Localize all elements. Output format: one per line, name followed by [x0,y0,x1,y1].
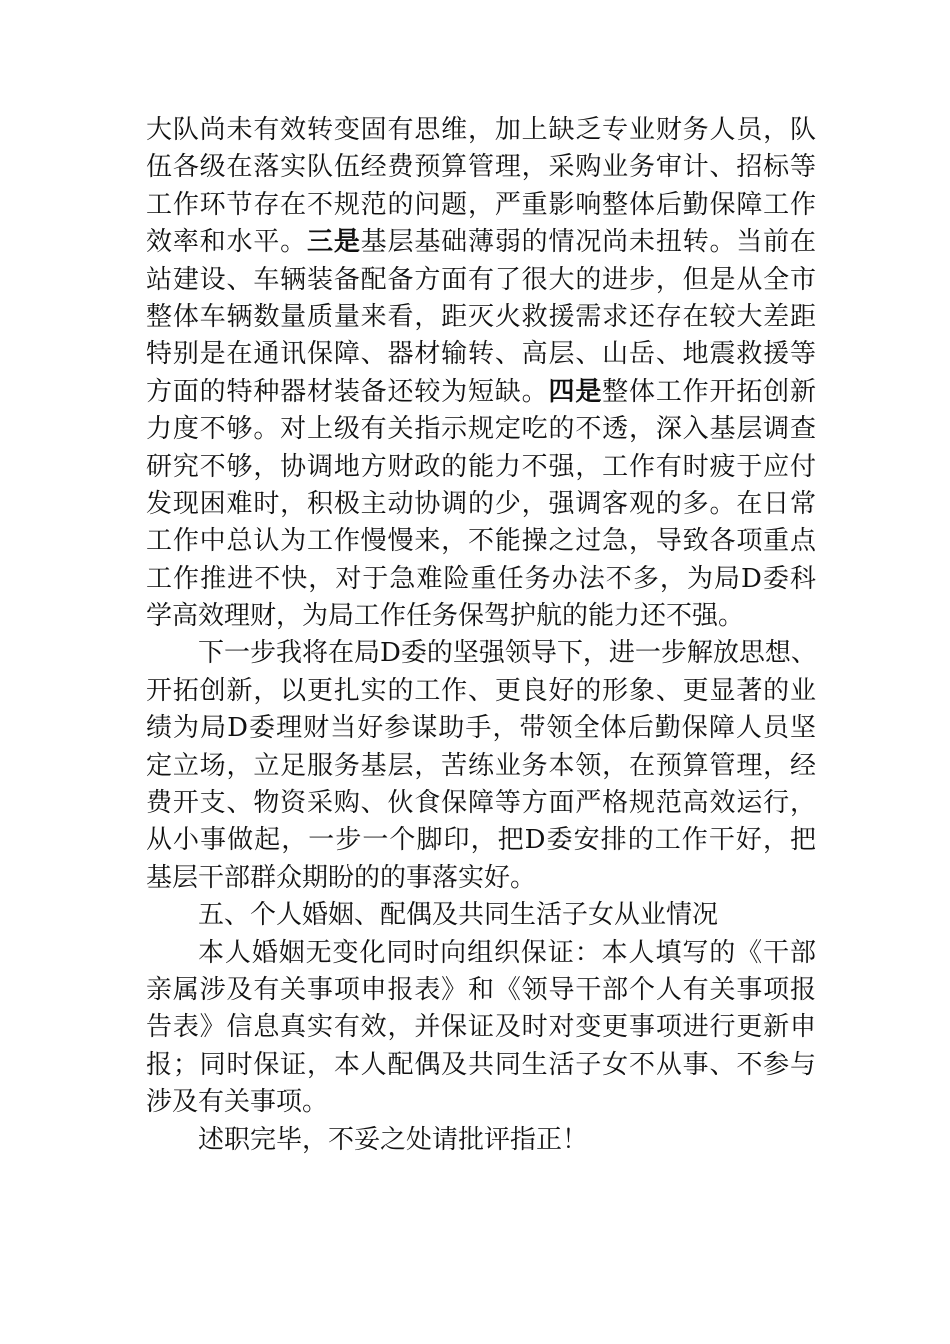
text-line: 特别是在通讯保障、器材输转、高层、山岳、地震救援等 [146,339,816,370]
section-heading: 五、个人婚姻、配偶及共同生活子女从业情况 [198,900,719,931]
text-line: 伍各级在落实队伍经费预算管理，采购业务审计、招标等 [146,152,816,183]
text-line [146,224,816,261]
text-line [146,374,816,411]
text-line: 研究不够，协调地方财政的能力不强，工作有时疲于应付 [146,451,816,482]
text-line: 大队尚未有效转变固有思维，加上缺乏专业财务人员，队 [146,115,816,145]
text-line: 基层干部群众期盼的的事落实好。 [146,862,537,893]
paragraph-next-steps [146,635,816,897]
text-segment: 效率和水平。 [146,227,307,258]
bold-marker: 四是 [548,376,603,407]
text-line: 从小事做起，一步一个脚印，把D委安排的工作干好，把 [146,825,816,856]
text-line: 报；同时保证，本人配偶及共同生活子女不从事、不参与 [146,1049,816,1080]
text-line: 工作中总认为工作慢慢来，不能操之过急，导致各项重点 [146,526,816,557]
text-line: 站建设、车辆装备配备方面有了很大的进步，但是从全市 [146,264,816,295]
text-line: 告表》信息真实有效，并保证及时对变更事项进行更新申 [146,1012,816,1043]
text-line: 开拓创新，以更扎实的工作、更良好的形象、更显著的业 [146,675,816,706]
text-line: 下一步我将在局D委的坚强领导下，进一步解放思想、 [198,638,817,669]
text-line: 工作推进不快，对于急难险重任务办法不多，为局D委科 [146,563,816,594]
text-line: 费开支、物资采购、伙食保障等方面严格规范高效运行， [146,788,816,819]
closing-remark: 述职完毕，不妥之处请批评指正！ [198,1124,589,1155]
text-line: 定立场，立足服务基层，苦练业务本领，在预算管理，经 [146,750,816,781]
text-line: 整体车辆数量质量来看，距灭火救援需求还存在较大差距 [146,301,816,332]
text-line: 力度不够。对上级有关指示规定吃的不透，深入基层调查 [146,414,816,445]
text-line: 本人婚姻无变化同时向组织保证：本人填写的《干部 [198,937,816,968]
text-line: 涉及有关事项。 [146,1087,329,1118]
text-segment: 基层基础薄弱的情况尚未扭转。当前在 [360,227,816,258]
text-line: 工作环节存在不规范的问题，严重影响整体后勤保障工作 [146,189,816,220]
text-segment: 整体工作开拓创新 [602,376,816,407]
paragraph-weaknesses [146,112,816,635]
text-line: 绩为局D委理财当好参谋助手，带领全体后勤保障人员坚 [146,713,816,744]
bold-marker: 三是 [307,227,361,258]
text-line: 学高效理财，为局工作任务保驾护航的能力还不强。 [146,601,745,632]
document-body [146,112,816,1159]
text-line: 亲属涉及有关事项申报表》和《领导干部个人有关事项报 [146,974,816,1005]
paragraph-marriage-statement [146,935,816,1122]
text-segment: 方面的特种器材装备还较为短缺。 [146,376,549,407]
text-line: 发现困难时，积极主动协调的少，强调客观的多。在日常 [146,488,816,519]
